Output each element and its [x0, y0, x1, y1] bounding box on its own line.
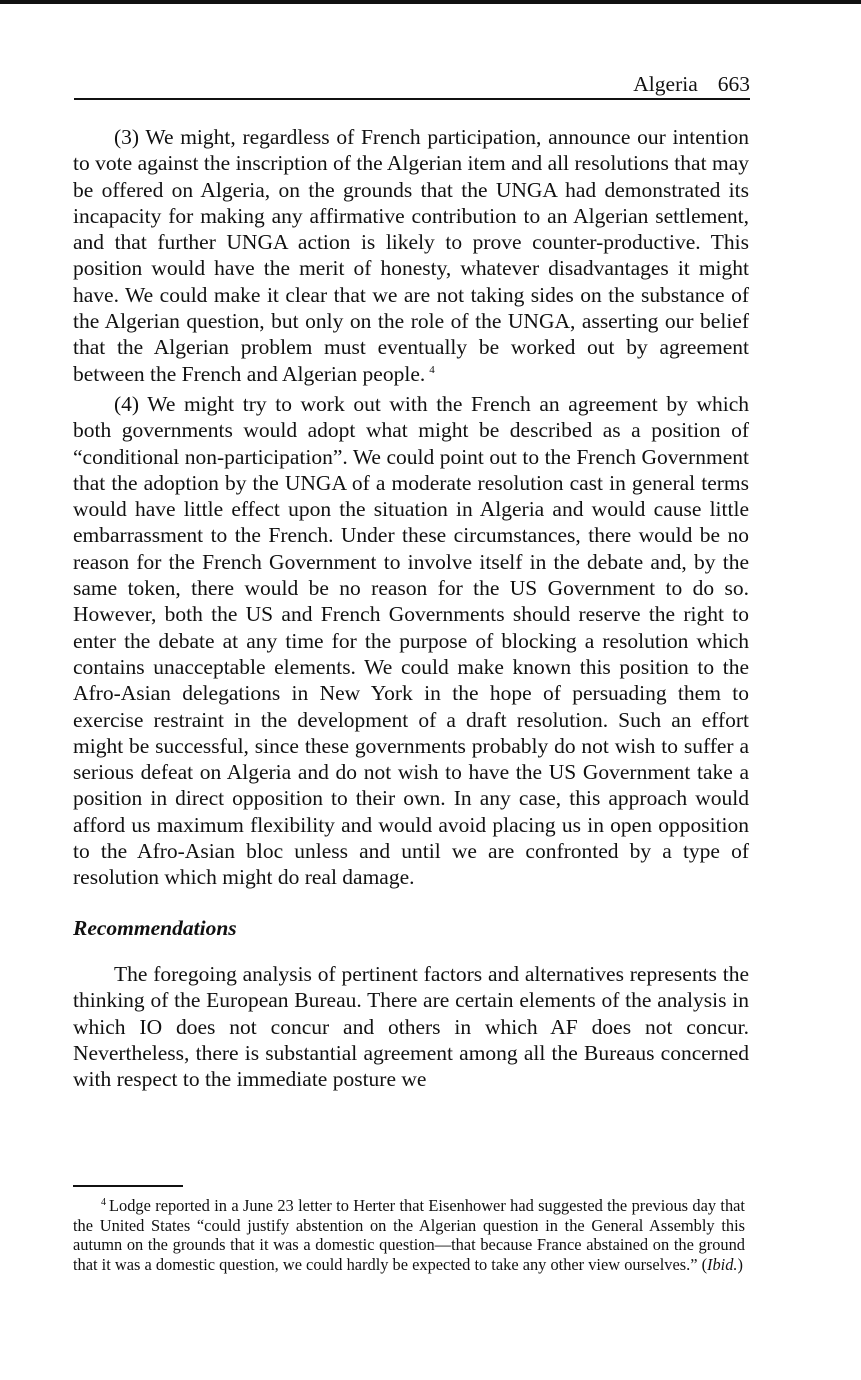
running-head — [74, 70, 750, 100]
paragraph-option-3 — [73, 124, 749, 387]
footnote — [73, 1196, 745, 1274]
paragraph-recommendations: The foregoing analysis of pertinent factors and alternatives represents the thinking of the European Bureau. There are certain elements of the analysis in which IO does not concur and others in which AF does not concur. Nevertheless, there is substantial agreement among all the Bureaus concerned with respect to the immediate posture we — [73, 961, 749, 1092]
footnote-divider — [73, 1185, 183, 1187]
running-head-title: Algeria — [633, 72, 698, 96]
footnote-text: Lodge reported in a June 23 letter to Herter that Eisenhower had suggested the previous day that the United States “could justify abstention on the Algerian question in the General Assembly this autumn on the grounds that it was a domestic question—that because France abstained on the ground that it was a domestic question, we could hardly be expected to take any other view ourselves.” ( — [73, 1196, 745, 1274]
footnote-closing: ) — [737, 1254, 744, 1274]
paragraph-option-4-text: (4) We might try to work out with the French an agreement by which both governments would adopt what might be described as a position of “conditional non-participation”. We could point out to the French Government that the adoption by the UNGA of a moderate resolution cast in general terms would have little effect upon the situation in Algeria and would cause little embarrassment to the French. Under these circumstances, there would be no reason for the French Government to involve itself in the debate and, by the same token, there would be no reason for the US Government to do so. However, both the US and French Governments should reserve the right to enter the debate at any time for the purpose of blocking a resolution which contains unacceptable elements. We could make known this position to the Afro-Asian delegations in New York in the hope of persuading them to exercise restraint in the development of a draft resolution. Such an effort might be successful, since these governments probably do not wish to suffer a serious defeat on Algeria and do not wish to have the US Government take a position in direct opposition to their own. In any case, this approach would afford us maximum flexibility and would avoid placing us in open opposition to the Afro-Asian bloc unless and until we are confronted by a type of resolution which might do real damage. — [73, 391, 749, 890]
footnote-reference: 4 — [429, 363, 435, 376]
body-text — [73, 124, 749, 1092]
footnote-marker: 4 — [101, 1197, 106, 1208]
paragraph-option-3-text: (3) We might, regardless of French participation, announce our intention to vote against the inscription of the Algerian item and all resolutions that may be offered on Algeria, on the grounds that the UNGA had demonstrated its incapacity for making any affirmative contribution to an Algerian settlement, and that further UNGA action is likely to prove counter-productive. This position would have the merit of honesty, whatever disadvantages it might have. We could make it clear that we are not taking sides on the substance of the Algerian question, but only on the role of the UNGA, asserting our belief that the Algerian problem must eventually be worked out by agreement between the French and Algerian people. — [73, 125, 749, 386]
footnote-citation: Ibid. — [707, 1254, 738, 1274]
section-heading-recommendations: Recommendations — [73, 915, 237, 940]
page-number: 663 — [717, 72, 750, 96]
top-edge-rule — [0, 0, 861, 4]
paragraph-option-4 — [73, 391, 749, 891]
